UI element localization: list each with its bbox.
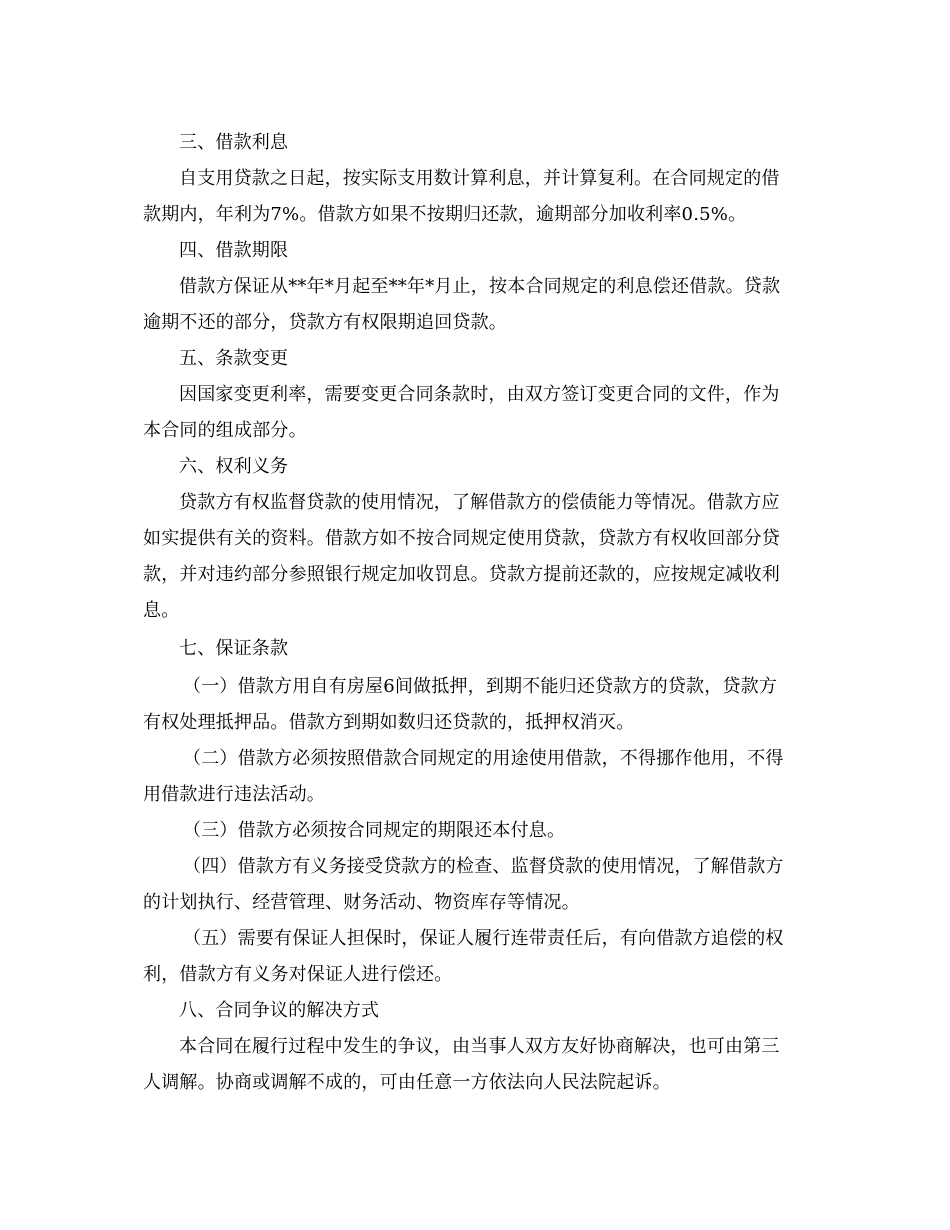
paragraph-line: 贷款方有权监督贷款的使用情况，了解借款方的偿债能力等情况。借款方应: [179, 492, 780, 513]
section-heading-disputes: 八、合同争议的解决方式: [179, 1000, 380, 1021]
paragraph-line: 自支用贷款之日起，按实际支用数计算利息，并计算复利。在合同规定的借: [179, 168, 780, 189]
clause-line: （三）借款方必须按合同规定的期限还本付息。: [183, 820, 566, 841]
paragraph-line: 逾期不还的部分，贷款方有权限期追回贷款。: [143, 312, 507, 333]
paragraph-line: 息。: [143, 600, 180, 621]
paragraph-line: 人调解。协商或调解不成的，可由任意一方依法向人民法院起诉。: [143, 1072, 671, 1093]
section-heading-rights: 六、权利义务: [179, 456, 289, 477]
paragraph-line: 本合同的组成部分。: [143, 420, 307, 441]
paragraph-line: 款，并对违约部分参照银行规定加收罚息。贷款方提前还款的，应按规定减收利: [143, 564, 780, 585]
section-heading-term: 四、借款期限: [179, 240, 289, 261]
paragraph-line: 借款方保证从**年*月起至**年*月止，按本合同规定的利息偿还借款。贷款: [179, 276, 781, 297]
clause-line: 的计划执行、经营管理、财务活动、物资库存等情况。: [143, 892, 580, 913]
paragraph-line: 款期内，年利为7%。借款方如果不按期归还款，逾期部分加收利率0.5%。: [143, 204, 747, 225]
paragraph-line: 如实提供有关的资料。借款方如不按合同规定使用贷款，贷款方有权收回部分贷: [143, 528, 780, 549]
clause-line: （一）借款方用自有房屋6间做抵押，到期不能归还贷款方的贷款，贷款方: [183, 676, 778, 697]
paragraph-line: 本合同在履行过程中发生的争议，由当事人双方友好协商解决，也可由第三: [179, 1036, 780, 1057]
clause-line: 用借款进行违法活动。: [143, 784, 325, 805]
clause-line: 有权处理抵押品。借款方到期如数归还贷款的，抵押权消灭。: [143, 712, 635, 733]
clause-line: （四）借款方有义务接受贷款方的检查、监督贷款的使用情况，了解借款方: [183, 856, 784, 877]
clause-line: （五）需要有保证人担保时，保证人履行连带责任后，有向借款方追偿的权: [183, 928, 784, 949]
clause-line: （二）借款方必须按照借款合同规定的用途使用借款，不得挪作他用，不得: [183, 748, 784, 769]
section-heading-interest: 三、借款利息: [179, 132, 289, 153]
section-heading-changes: 五、条款变更: [179, 348, 289, 369]
section-heading-guarantee: 七、保证条款: [179, 638, 289, 659]
paragraph-line: 因国家变更利率，需要变更合同条款时，由双方签订变更合同的文件，作为: [179, 384, 780, 405]
clause-line: 利，借款方有义务对保证人进行偿还。: [143, 964, 453, 985]
